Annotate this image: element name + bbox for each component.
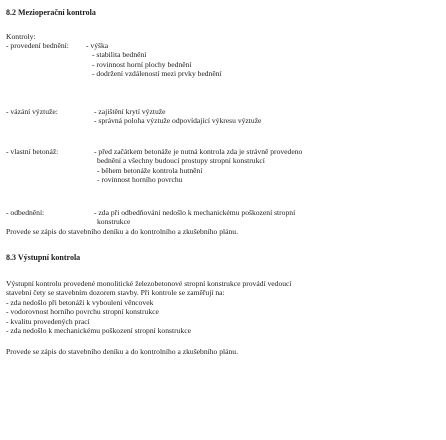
concreting-list (94, 147, 302, 185)
paragraph-line: Výstupní kontrolu provedené monolitické železobetonové stropní konstrukce provádí vedoucí (6, 279, 292, 288)
formwork-label: - provedení bednění: (6, 41, 69, 50)
section-8-3-paragraph (6, 279, 292, 298)
inspection-item: - zda nedošlo k mechanickému poškození stropní konstrukce (6, 325, 191, 335)
inspection-item: - vodorovnost horního povrchu stropní konstrukce (6, 307, 159, 317)
formwork-item: - stabilita bednění (92, 50, 147, 60)
section-8-2-record-note: Provede se zápis do stavebního deníku a do kontrolního a zkušebního plánu. (6, 227, 238, 236)
stripping-item: konstrukce (97, 217, 131, 227)
concreting-item: bednění a všechny budoucí prostupy stropní konstrukcí (97, 156, 265, 166)
section-8-3-list (6, 298, 191, 336)
section-8-3-record-note: Provede se zápis do stavebního deníku a do kontrolního a zkušebního plánu. (6, 347, 238, 356)
concreting-item: - před začátkem betonáže je nutná kontrola zda je strávně provedeno (94, 147, 303, 156)
concreting-item: - rovinnost horního povrchu (97, 175, 183, 185)
formwork-list (92, 50, 222, 78)
concreting-item: - během betonáže kontrola hutnění (97, 165, 203, 175)
reinforcement-item: - správná poloha výztuže odpovídající výkresu výztuže (94, 116, 262, 126)
paragraph-line: stavební čety se stavebním dozorem stavby. Při kontrole se zaměřují na: (6, 288, 225, 298)
concreting-label: - vlastní betonáž: (6, 147, 59, 156)
section-8-2-heading: 8.2 Mezioperační kontrola (6, 8, 96, 17)
reinforcement-list (94, 107, 261, 126)
section-8-3-heading: 8.3 Výstupní kontrola (6, 253, 81, 262)
reinforcement-label: - vázání výztuže: (6, 107, 58, 116)
stripping-label: - odbednění: (6, 208, 45, 217)
controls-label: Kontroly: (6, 32, 36, 41)
inspection-item: - kvalitu provedených prací (6, 316, 90, 326)
formwork-item: - rovinnost horní plochy bednění (92, 59, 192, 69)
stripping-item: - zda při odbedňování nedošlo k mechanickému poškození stropní (94, 208, 296, 217)
reinforcement-item: - zajištění krytí výztuže (94, 107, 166, 116)
stripping-list (94, 208, 295, 227)
formwork-first-item: - výška (86, 41, 109, 50)
formwork-item: - dodržení vzdáleností mezi prvky bednění (92, 69, 222, 79)
inspection-item: - zda nedošlo při betonáži k vyboulení věncovek (6, 297, 154, 307)
